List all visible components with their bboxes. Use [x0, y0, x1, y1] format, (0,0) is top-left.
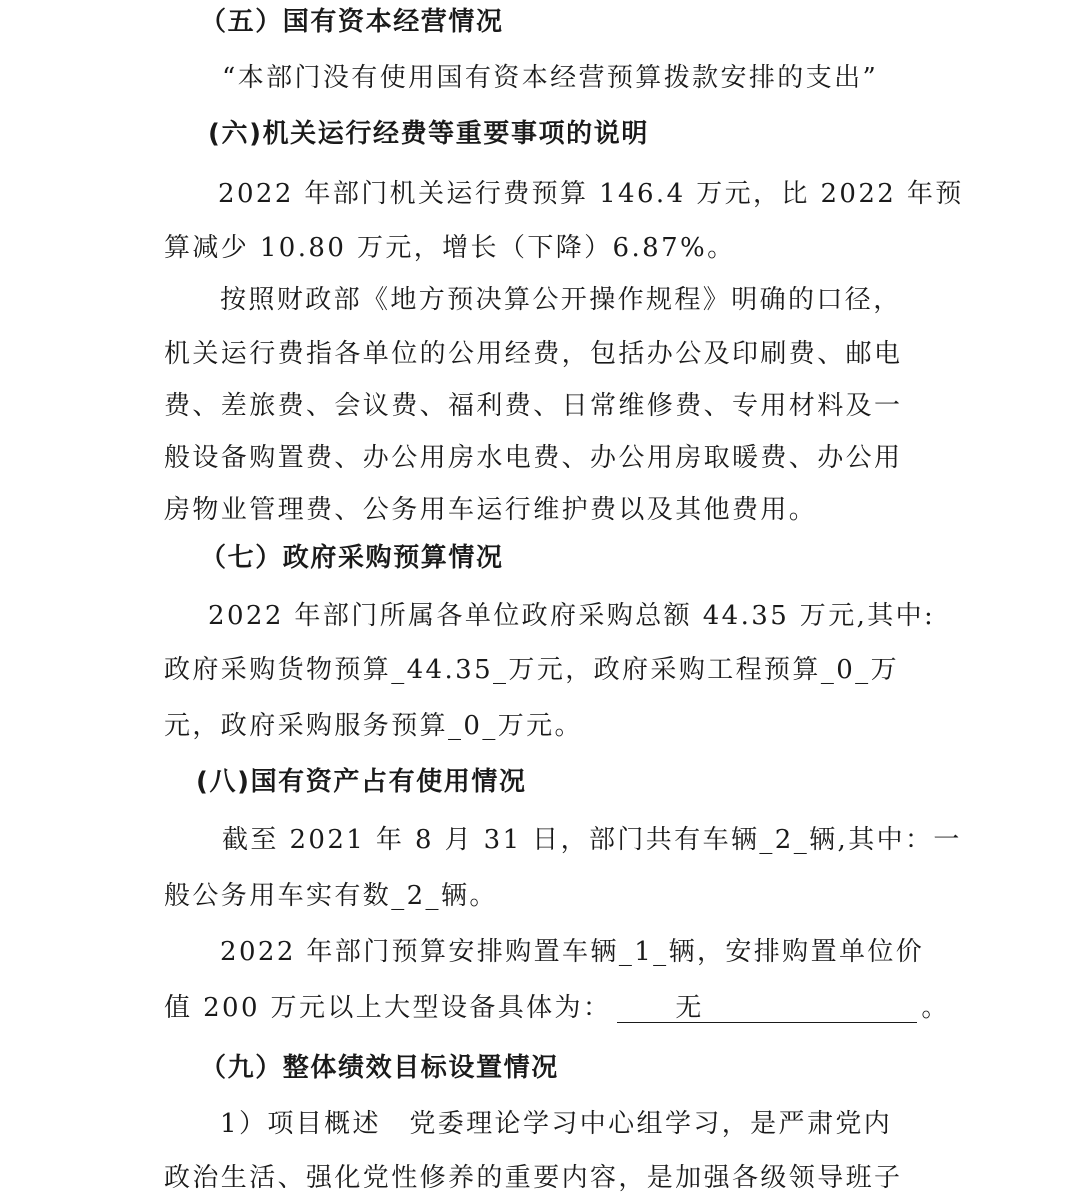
heading-section-5: （五）国有资本经营情况 — [200, 7, 504, 37]
paragraph-line: 费、差旅费、会议费、福利费、日常维修费、专用材料及一 — [164, 391, 903, 421]
heading-section-6: (六)机关运行经费等重要事项的说明 — [208, 119, 649, 149]
paragraph-line: 房物业管理费、公务用车运行维护费以及其他费用。 — [164, 495, 818, 525]
paragraph-line: 般公务用车实有数_2_辆。 — [164, 881, 498, 911]
heading-section-7: （七）政府采购预算情况 — [200, 543, 504, 573]
paragraph-line: 2022 年部门机关运行费预算 146.4 万元，比 2022 年预 — [218, 179, 964, 209]
heading-section-8: (八)国有资产占有使用情况 — [196, 767, 527, 797]
paragraph-line: 元，政府采购服务预算_0_万元。 — [164, 711, 583, 741]
paragraph-line: 政治生活、强化党性修养的重要内容，是加强各级领导班子 — [164, 1163, 903, 1193]
paragraph-line: 按照财政部《地方预决算公开操作规程》明确的口径， — [220, 285, 902, 315]
paragraph-line: 2022 年部门预算安排购置车辆_1_辆，安排购置单位价 — [220, 937, 925, 967]
paragraph-line: 截至 2021 年 8 月 31 日，部门共有车辆_2_辆,其中：一 — [222, 825, 962, 855]
blank-suffix: 。 — [921, 993, 950, 1023]
blank-prefix: 值 200 万元以上大型设备具体为： — [164, 993, 612, 1023]
paragraph-line: 1）项目概述 党委理论学习中心组学习，是严肃党内 — [220, 1109, 893, 1139]
paragraph-line: 算减少 10.80 万元，增长（下降）6.87%。 — [164, 233, 736, 263]
fill-in-blank: 无 — [617, 993, 917, 1023]
paragraph-section-5: “本部门没有使用国有资本经营预算拨款安排的支出” — [222, 63, 879, 93]
paragraph-line: 政府采购货物预算_44.35_万元，政府采购工程预算_0_万 — [164, 655, 899, 685]
paragraph-line: 般设备购置费、办公用房水电费、办公用房取暖费、办公用 — [164, 443, 903, 473]
paragraph-line: 2022 年部门所属各单位政府采购总额 44.35 万元,其中: — [208, 601, 936, 631]
paragraph-line: 机关运行费指各单位的公用经费，包括办公及印刷费、邮电 — [164, 339, 903, 369]
paragraph-line-with-blank — [164, 988, 950, 1028]
heading-section-9: （九）整体绩效目标设置情况 — [200, 1053, 559, 1083]
